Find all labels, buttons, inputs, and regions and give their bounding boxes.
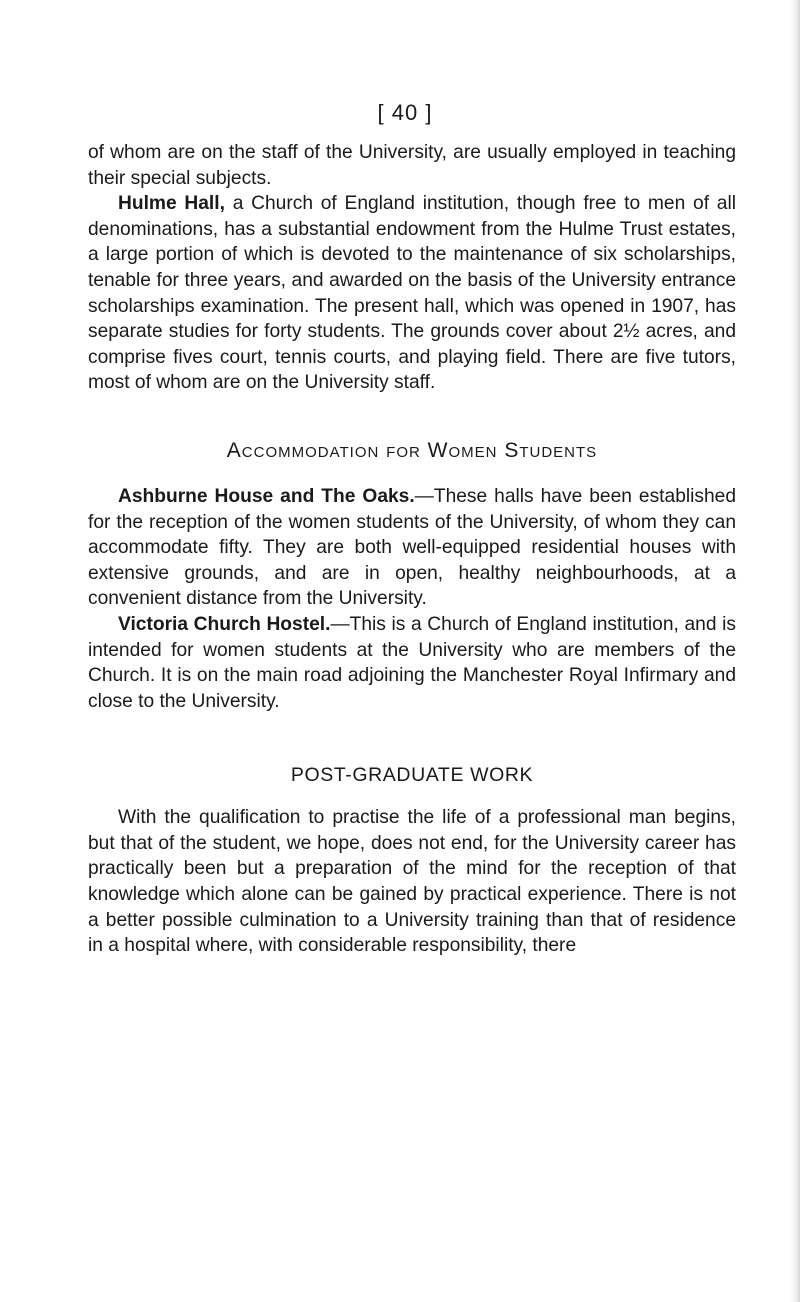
victoria-hostel-lead: Victoria Church Hostel. xyxy=(118,613,331,635)
document-page xyxy=(88,98,736,959)
hulme-hall-lead: Hulme Hall, xyxy=(118,193,225,215)
hulme-hall-text: a Church of England institution, though free to men of all denominations, has a substantial endowment from the Hulme Trust estates, a large portion of which is devoted to the maintenance of six scholarships, tenable for three years, and awarded on the basis of the University entrance scholarships examination. The present hall, which was opened in 1907, has separate studies for forty students. The grounds cover about 2½ acres, and comprise fives court, tennis courts, and playing field. There are five tutors, most of whom are on the University staff. xyxy=(88,193,736,394)
ashburne-house-text: —These halls have been established for the reception of the women students of the University, of whom they can accommodate fifty. They are both well-equipped residential houses with extensive grounds, and are in open, healthy neighbourhoods, at a convenient distance from the University. xyxy=(88,485,736,610)
section-heading-women-students: Accommodation for Women Students xyxy=(226,438,598,462)
paragraph-victoria-hostel xyxy=(88,612,736,714)
page-edge-shadow xyxy=(790,0,800,1302)
paragraph-post-graduate: With the qualification to practise the life of a professional man begins, but that of the student, we hope, does not end, for the University career has practically been but a preparation of the mind for the reception of that knowledge which alone can be gained by practical experience. There is not a better possible culmination to a University training than that of residence in a hospital where, with considerable responsibility, there xyxy=(88,807,736,957)
victoria-hostel-text: —This is a Church of England institution, and is intended for women students at the University who are members of the Church. It is on the main road adjoining the Manchester Royal Infirmary and close to the University. xyxy=(88,613,736,712)
paragraph-hulme-hall xyxy=(88,191,736,396)
section-heading-post-graduate: POST-GRADUATE WORK xyxy=(290,764,534,787)
paragraph-continuation: of whom are on the staff of the University, are usually employed in teaching their special subjects. xyxy=(88,142,736,189)
paragraph-ashburne-house xyxy=(88,484,736,612)
page-number: [ 40 ] xyxy=(377,100,433,125)
ashburne-house-lead: Ashburne House and The Oaks. xyxy=(118,485,415,507)
